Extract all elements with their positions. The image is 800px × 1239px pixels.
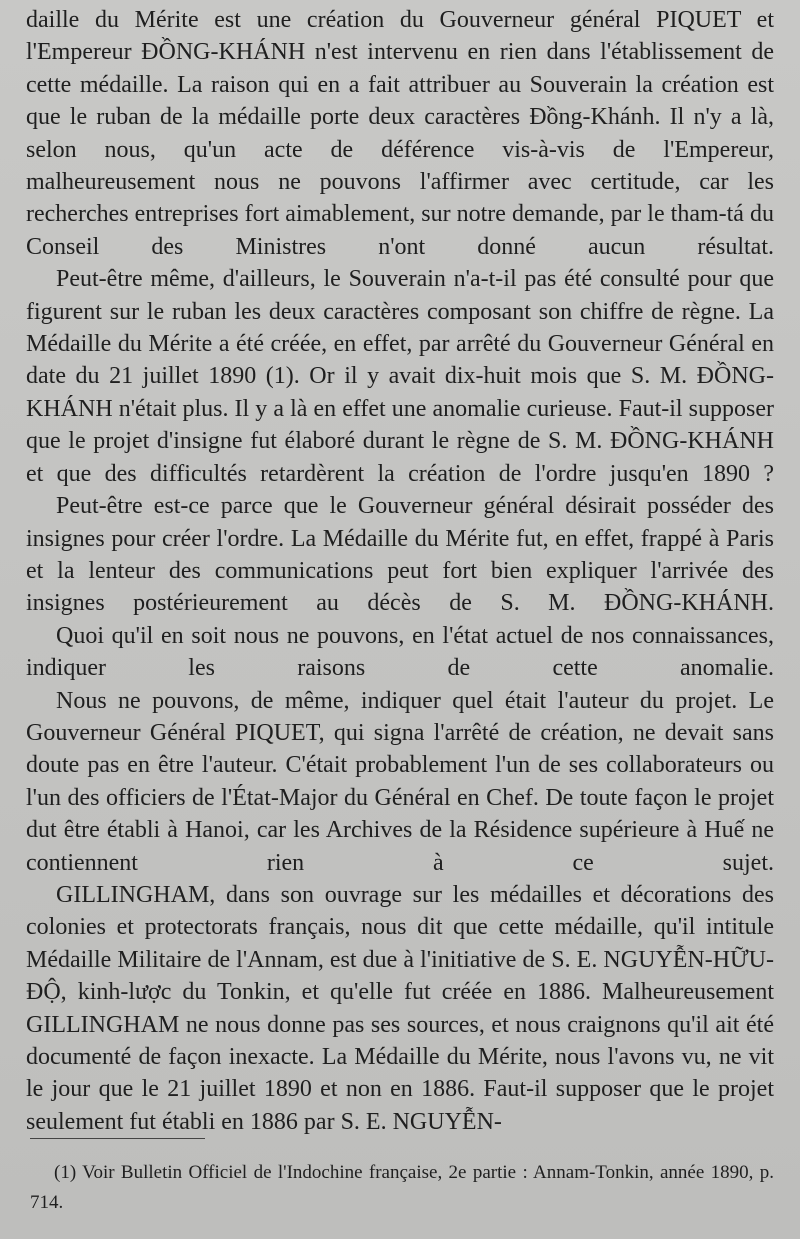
paragraph-4: Quoi qu'il en soit nous ne pouvons, en l'état actuel de nos connaissances, indiquer les raisons de cette anomalie. bbox=[26, 622, 774, 682]
paragraph-3: Peut-être est-ce parce que le Gouverneur général désirait posséder des insignes pour créer l'ordre. La Médaille du Mérite fut, en effet, frappé à Paris et la lenteur des communications peut fort bien expliquer l'arrivée des insignes postérieurement au décès de S. M. ĐỒNG-KHÁNH. bbox=[26, 493, 774, 617]
paragraph-6: GILLINGHAM, dans son ouvrage sur les médailles et décorations des colonies et protectorats français, nous dit que cette médaille, qu'il intitule Médaille Militaire de l'Annam, est due à l'initiative de S. E. NGUYỄN-HỮU-ĐỘ, kinh-lược du Tonkin, et qu'elle fut créée en 1886. Malheureusement GILLINGHAM ne nous donne pas ses sources, et nous craignons qu'il ait été documenté de façon inexacte. La Médaille du Mérite, nous l'avons vu, ne vit le jour que le 21 juillet 1890 et non en 1886. Faut-il supposer que le projet seulement fut établi en 1886 par S. E. NGUYỄN- bbox=[26, 881, 774, 1135]
footnote-divider bbox=[30, 1138, 205, 1139]
paragraph-5: Nous ne pouvons, de même, indiquer quel était l'auteur du projet. Le Gouverneur Général PIQUET, qui signa l'arrêté de création, ne devait sans doute pas en être l'auteur. C'était probablement l'un de ses collaborateurs ou l'un des officiers de l'État-Major du Général en Chef. De toute façon le projet dut être établi à Hanoi, car les Archives de la Résidence supérieure à Huế ne contiennent rien à ce sujet. bbox=[26, 687, 774, 876]
body-text bbox=[26, 4, 774, 1138]
footnote: (1) Voir Bulletin Officiel de l'Indochine française, 2e partie : Annam-Tonkin, année 1890, p. 714. bbox=[30, 1162, 774, 1213]
paragraph-1: daille du Mérite est une création du Gouverneur général PIQUET et l'Empereur ĐỒNG-KHÁNH n'est intervenu en rien dans l'établissement de cette médaille. La raison qui en a fait attribuer au Souverain la création est que le ruban de la médaille porte deux caractères Đồng-Khánh. Il n'y a là, selon nous, qu'un acte de déférence vis-à-vis de l'Empereur, malheureusement nous ne pouvons l'affirmer avec certitude, car les recherches entreprises fort aimablement, sur notre demande, par le tham-tá du Conseil des Ministres n'ont donné aucun résultat. bbox=[26, 7, 774, 260]
paragraph-2: Peut-être même, d'ailleurs, le Souverain n'a-t-il pas été consulté pour que figurent sur le ruban les deux caractères composant son chiffre de règne. La Médaille du Mérite a été créée, en effet, par arrêté du Gouverneur Général en date du 21 juillet 1890 (1). Or il y avait dix-huit mois que S. M. ĐỒNG-KHÁNH n'était plus. Il y a là en effet une anomalie curieuse. Faut-il supposer que le projet d'insigne fut élaboré durant le règne de S. M. ĐỒNG-KHÁNH et que des difficultés retardèrent la création de l'ordre jusqu'en 1890 ? bbox=[26, 266, 774, 487]
